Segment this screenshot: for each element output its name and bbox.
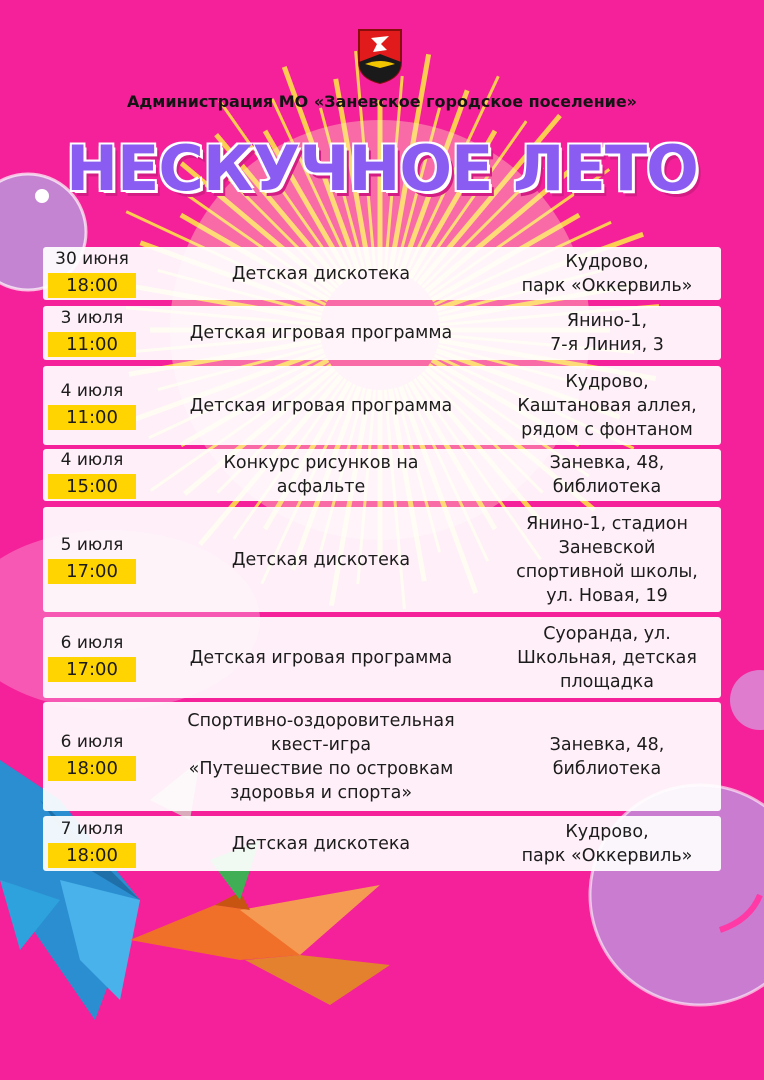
event-title-line: асфальте (276, 477, 366, 497)
event-title-line: «Путешествие по островкам (188, 758, 454, 779)
event-time-badge: 18:00 (48, 273, 136, 298)
event-title (151, 548, 491, 572)
event-location-line: Заневка, 48, (549, 734, 665, 755)
event-title-line: Детская игровая программа (189, 323, 453, 343)
event-time-badge: 18:00 (48, 756, 136, 781)
event-location-line: ул. Новая, 19 (546, 585, 668, 606)
event-location (493, 622, 721, 694)
event-location (493, 250, 721, 298)
event-location (493, 820, 721, 868)
event-location-line: Кудрово, (565, 371, 649, 392)
event-title-line: Спортивно-оздоровительная (187, 710, 455, 731)
event-title (151, 394, 491, 418)
schedule-row (43, 507, 721, 612)
schedule-row (43, 617, 721, 698)
event-time-badge: 18:00 (48, 843, 136, 868)
event-location (493, 370, 721, 442)
event-title (151, 832, 491, 856)
event-location-line: спортивной школы, (516, 561, 698, 582)
event-location (493, 733, 721, 781)
event-location-line: парк «Оккервиль» (521, 845, 693, 866)
event-time-badge: 15:00 (48, 474, 136, 499)
event-date: 7 июля (60, 818, 124, 839)
event-location-line: Суоранда, ул. (543, 623, 671, 644)
event-location-line: парк «Оккервиль» (521, 275, 693, 296)
event-title (151, 321, 491, 345)
schedule-row (43, 247, 721, 300)
event-title (151, 262, 491, 286)
event-location-line: Заневка, 48, (549, 453, 665, 473)
event-date: 4 июля (60, 450, 124, 470)
event-date: 3 июля (60, 308, 124, 328)
event-title-line: Детская игровая программа (189, 395, 453, 416)
event-location-line: Кудрово, (565, 821, 649, 842)
event-time-badge: 17:00 (48, 559, 136, 584)
event-location (493, 309, 721, 357)
event-location-line: Янино-1, стадион (526, 513, 688, 534)
schedule-row (43, 306, 721, 360)
schedule-row (43, 449, 721, 501)
schedule-row (43, 366, 721, 445)
event-time-badge: 11:00 (48, 332, 136, 357)
event-title-line: Конкурс рисунков на (223, 453, 419, 473)
event-location (493, 512, 721, 608)
event-date: 4 июля (60, 380, 124, 401)
event-location-line: Заневской (558, 537, 656, 558)
poster-title: НЕСКУЧНОЕ ЛЕТО (66, 132, 698, 205)
event-title-line: Детская дискотека (231, 833, 411, 854)
event-title-line: здоровья и спорта» (229, 782, 413, 803)
event-title-line: Детская игровая программа (189, 647, 453, 668)
event-location-line: Янино-1, (566, 311, 648, 331)
event-time-badge: 11:00 (48, 405, 136, 430)
event-date: 30 июня (55, 248, 129, 269)
schedule-row (43, 702, 721, 811)
event-date: 5 июля (60, 534, 124, 555)
event-location-line: Кудрово, (565, 251, 649, 272)
event-title (151, 709, 491, 805)
event-title (151, 646, 491, 670)
event-date: 6 июля (60, 731, 124, 752)
event-title-line: Детская дискотека (231, 549, 411, 570)
admin-line: Администрация МО «Заневское городское поселение» (126, 92, 638, 111)
event-location-line: площадка (560, 671, 654, 692)
event-title (151, 451, 491, 499)
event-location-line: рядом с фонтаном (521, 419, 693, 440)
event-location-line: библиотека (552, 477, 662, 497)
event-location (493, 451, 721, 499)
event-location-line: Каштановая аллея, (517, 395, 697, 416)
event-date: 6 июля (60, 632, 124, 653)
event-time-badge: 17:00 (48, 657, 136, 682)
event-title-line: квест-игра (270, 734, 372, 755)
event-location-line: Школьная, детская (517, 647, 697, 668)
event-location-line: библиотека (552, 758, 662, 779)
event-title-line: Детская дискотека (231, 263, 411, 284)
event-location-line: 7-я Линия, 3 (550, 335, 664, 355)
schedule-row (43, 816, 721, 871)
coat-of-arms-logo (357, 28, 403, 84)
